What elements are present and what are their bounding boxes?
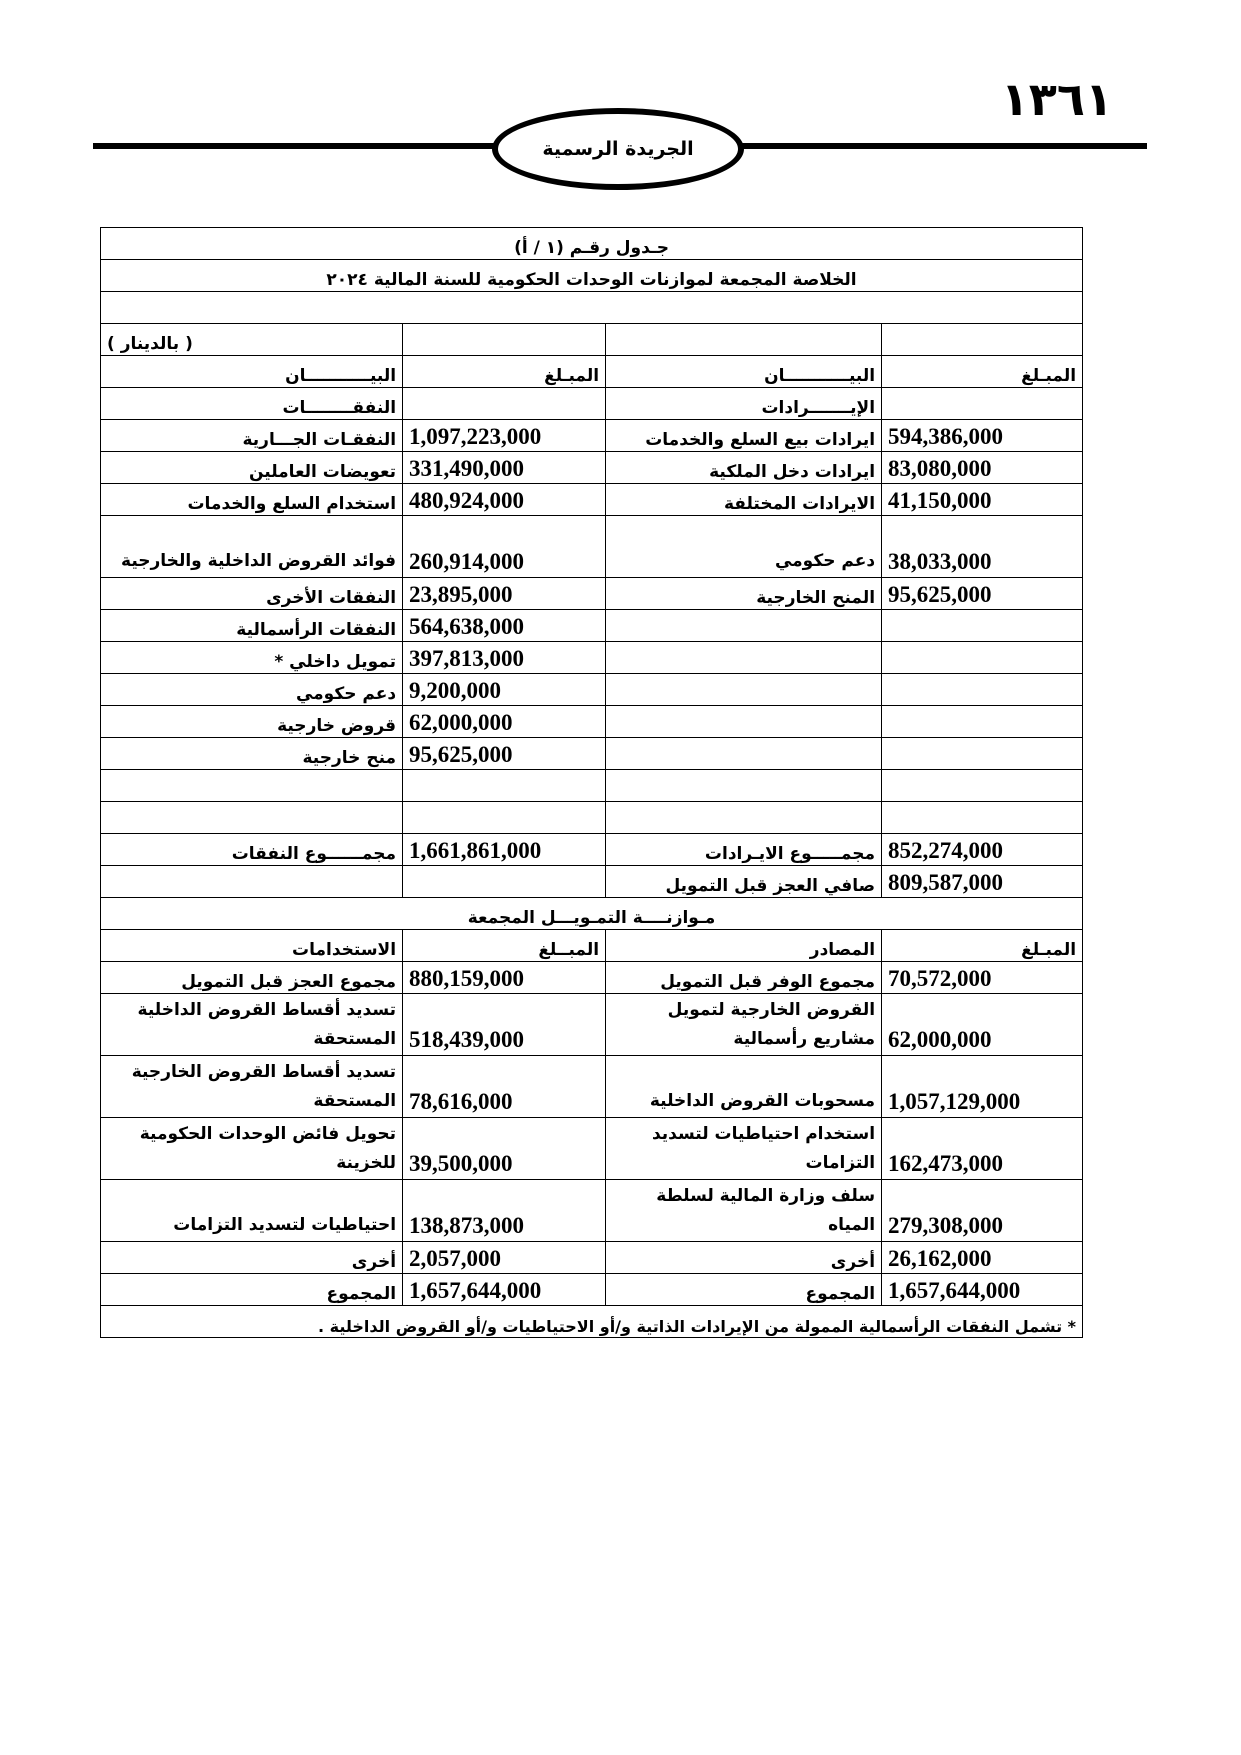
budget-summary-table bbox=[100, 227, 1083, 1338]
expenses-label: النفقــــــــات bbox=[101, 388, 403, 420]
table-row: 564,638,000 النفقات الرأسمالية bbox=[101, 610, 1083, 642]
table-row: 9,200,000 دعم حكومي bbox=[101, 674, 1083, 706]
rev-statement-header: البيـــــــــــان bbox=[606, 356, 882, 388]
deficit-label: صافي العجز قبل التمويل bbox=[606, 866, 882, 898]
table-row: 62,000,000 القروض الخارجية لتمويل مشاريع رأسمالية 518,439,000 تسديد أقساط القروض الداخلية المستحقة bbox=[101, 994, 1083, 1056]
revenues-label: الإيـــــــرادات bbox=[606, 388, 882, 420]
table-row: 83,080,000 ايرادات دخل الملكية 331,490,000 تعويضات العاملين bbox=[101, 452, 1083, 484]
empty-row bbox=[101, 770, 1083, 802]
uses-header: الاستخدامات bbox=[101, 930, 403, 962]
financing-header-row bbox=[101, 930, 1083, 962]
table-row: 594,386,000 ايرادات بيع السلع والخدمات 1,097,223,000 النفقـات الجـــارية bbox=[101, 420, 1083, 452]
total-revenues-amount: 852,274,000 bbox=[882, 834, 1083, 866]
table-row: 95,625,000 المنح الخارجية 23,895,000 النفقات الأخرى bbox=[101, 578, 1083, 610]
sources-header: المصادر bbox=[606, 930, 882, 962]
footnote-row bbox=[101, 1306, 1083, 1338]
table-row: 279,308,000 سلف وزارة المالية لسلطة المياه 138,873,000 احتياطيات لتسديد التزامات bbox=[101, 1180, 1083, 1242]
section-label-row bbox=[101, 388, 1083, 420]
rev-amount-header: المبـلغ bbox=[882, 356, 1083, 388]
page-number: ١٣٦١ bbox=[1000, 72, 1113, 126]
table-row: 1,057,129,000 مسحوبات القروض الداخلية 78,616,000 تسديد أقساط القروض الخارجية المستحقة bbox=[101, 1056, 1083, 1118]
table-subtitle-row bbox=[101, 260, 1083, 292]
financing-totals-row: 1,657,644,000 المجموع 1,657,644,000 المجموع bbox=[101, 1274, 1083, 1306]
exp-amount-header: المبـلغ bbox=[403, 356, 606, 388]
blank-row bbox=[101, 292, 1083, 324]
total-revenues-label: مجمـــــوع الايـرادات bbox=[606, 834, 882, 866]
financing-title-row bbox=[101, 898, 1083, 930]
table-row: 95,625,000 منح خارجية bbox=[101, 738, 1083, 770]
table-row: 70,572,000 مجموع الوفر قبل التمويل 880,159,000 مجموع العجز قبل التمويل bbox=[101, 962, 1083, 994]
table-row: 38,033,000 دعم حكومي 260,914,000 فوائد القروض الداخلية والخارجية bbox=[101, 516, 1083, 578]
header-row bbox=[101, 356, 1083, 388]
table-title: جـدول رقـم (١ / أ) bbox=[101, 228, 1083, 260]
header-rule-right bbox=[740, 143, 1147, 149]
table-title-row bbox=[101, 228, 1083, 260]
deficit-row bbox=[101, 866, 1083, 898]
exp-statement-header: البيـــــــــــان bbox=[101, 356, 403, 388]
table-row: 62,000,000 قروض خارجية bbox=[101, 706, 1083, 738]
gazette-title-oval bbox=[492, 108, 744, 190]
footnote: * تشمل النفقات الرأسمالية الممولة من الإيرادات الذاتية و/أو الاحتياطيات و/أو القروض الداخلية . bbox=[101, 1306, 1083, 1338]
table-row: 26,162,000 أخرى 2,057,000 أخرى bbox=[101, 1242, 1083, 1274]
header-rule-left bbox=[93, 143, 495, 149]
uses-amount-header: المبــلغ bbox=[403, 930, 606, 962]
financing-title: مـوازنــــة التمـويـــل المجمعة bbox=[101, 898, 1083, 930]
gazette-title: الجريدة الرسمية bbox=[542, 138, 694, 160]
total-expenses-amount: 1,661,861,000 bbox=[403, 834, 606, 866]
unit-row bbox=[101, 324, 1083, 356]
deficit-amount: 809,587,000 bbox=[882, 866, 1083, 898]
table-row: 397,813,000 تمويل داخلي * bbox=[101, 642, 1083, 674]
table-row: 162,473,000 استخدام احتياطيات لتسديد التزامات 39,500,000 تحويل فائض الوحدات الحكومية للخزينة bbox=[101, 1118, 1083, 1180]
table-row: 41,150,000 الايرادات المختلفة 480,924,000 استخدام السلع والخدمات bbox=[101, 484, 1083, 516]
unit-label: ( بالدينار ) bbox=[101, 324, 403, 356]
totals-row bbox=[101, 834, 1083, 866]
sources-amount-header: المبـلغ bbox=[882, 930, 1083, 962]
total-expenses-label: مجمــــــوع النفقات bbox=[101, 834, 403, 866]
table-subtitle: الخلاصة المجمعة لموازنات الوحدات الحكومية للسنة المالية ٢٠٢٤ bbox=[101, 260, 1083, 292]
empty-row bbox=[101, 802, 1083, 834]
